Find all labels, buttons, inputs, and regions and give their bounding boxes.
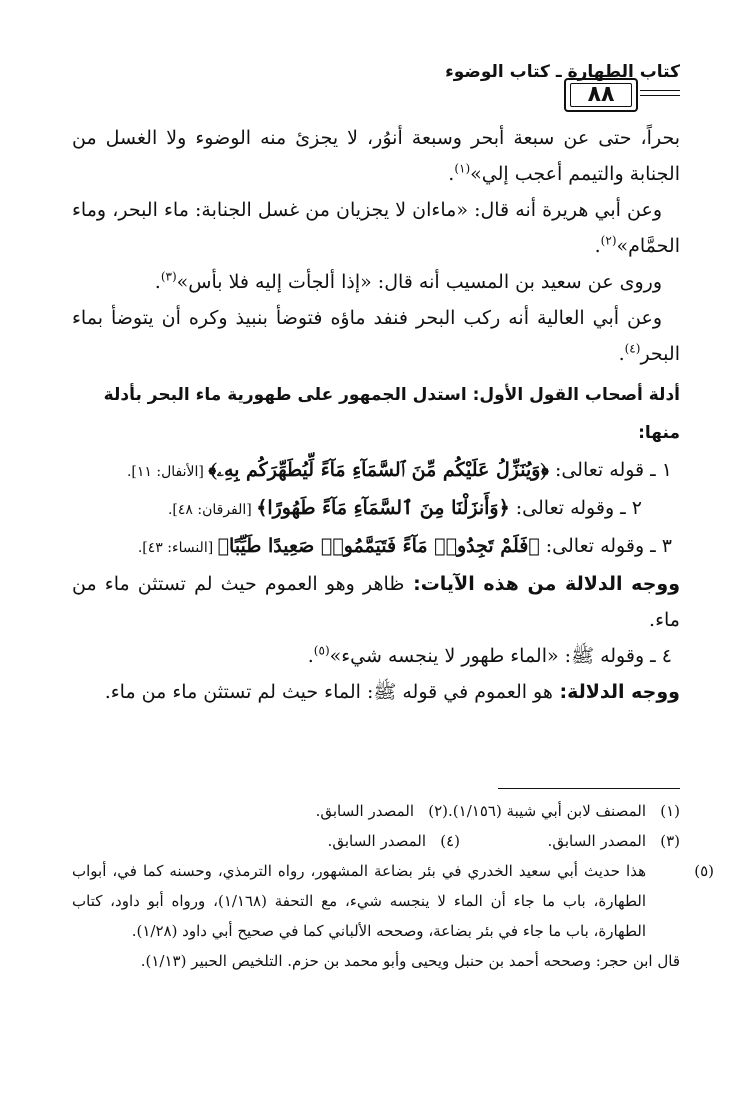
- footnote-ref-1[interactable]: (١): [454, 161, 471, 176]
- paragraph-4-text: وعن أبي العالية أنه ركب البحر فنفد ماؤه فتوضأ بنبيذ وكره أن يتوضأ بماء البحر: [72, 307, 680, 365]
- hadith-text: «الماء طهور لا ينجسه شيء»: [329, 645, 559, 667]
- evidence-2-citation: [الفرقان: ٤٨].: [167, 502, 257, 518]
- footnote-5-continuation: قال ابن حجر: وصححه أحمد بن حنبل ويحيى وأبو محمد بن حزم. التلخيص الحبير (١/١٣).: [140, 952, 680, 970]
- paragraph-1-end: .: [448, 163, 455, 185]
- evidence-item-2: [72, 490, 680, 528]
- evidence-3-lead: ٣ ـ وقوله تعالى:: [539, 535, 672, 557]
- header-rule-right-inner: [640, 95, 680, 96]
- footnote-5-number: (٥): [694, 862, 714, 880]
- evidence-3-citation: [النساء: ٤٣].: [137, 540, 218, 556]
- paragraph-1-text: بحراً، حتى عن سبعة أبحر وسبعة أنوُر، لا يجزئ منه الوضوء ولا الغسل من الجنابة والتيمم أعجب إلي»: [72, 127, 680, 185]
- footnote-ref-4[interactable]: (٤): [624, 341, 641, 356]
- footnote-3: [460, 826, 680, 856]
- inference-1-lead: ووجه الدلالة من هذه الآيات:: [404, 573, 681, 595]
- hadith-item: [72, 638, 680, 674]
- footnote-ref-2[interactable]: (٢): [600, 233, 617, 248]
- footnote-5: [72, 856, 714, 946]
- footnote-row-1: [72, 796, 680, 826]
- inference-2: [72, 674, 680, 710]
- paragraph-2-end: .: [594, 235, 601, 257]
- paragraph-3-text: وروى عن سعيد بن المسيب أنه قال: «إذا ألجأت إليه فلا بأس»: [176, 271, 662, 293]
- footnote-1-text: المصنف لابن أبي شيبة (١/١٥٦).: [448, 802, 646, 820]
- evidence-1-citation: [الأنفال: ١١].: [126, 464, 209, 480]
- paragraph-2-text: وعن أبي هريرة أنه قال: «ماءان لا يجزيان من غسل الجنابة: ماء البحر، وماء الحمَّام»: [72, 199, 680, 257]
- footnote-ref-5[interactable]: (٥): [313, 643, 330, 658]
- footnote-2-text: المصدر السابق.: [315, 802, 415, 820]
- running-title: كتاب الطهارة ـ كتاب الوضوء: [445, 62, 680, 82]
- paragraph-1: [72, 120, 680, 192]
- footnote-4: [240, 826, 460, 856]
- footnote-3-number: (٣): [660, 832, 680, 850]
- paragraph-4: [72, 300, 680, 372]
- footnote-4-text: المصدر السابق.: [327, 832, 426, 850]
- evidence-1-lead: ١ ـ قوله تعالى:: [548, 459, 672, 481]
- inference-1: [72, 566, 680, 638]
- evidence-1-verse: ﴿وَيُنَزِّلُ عَلَيْكُم مِّنَ ٱلسَّمَآءِ مَآءً لِّيُطَهِّرَكُم بِهِۦ﴾: [208, 459, 549, 481]
- footnote-separator: [498, 788, 680, 789]
- hadith-lead: ٤ ـ وقوله ﷺ:: [558, 645, 672, 667]
- footnotes: [72, 796, 714, 976]
- paragraph-3: [72, 264, 680, 300]
- footnote-4-number: (٤): [440, 832, 460, 850]
- paragraph-3-end: .: [154, 271, 161, 293]
- inference-2-lead: ووجه الدلالة:: [552, 681, 680, 703]
- evidence-3-verse: ﴿فَلَمْ تَجِدُوا۟ مَآءً فَتَيَمَّمُوا۟ صَعِيدًا طَيِّبًا﴾: [217, 535, 540, 557]
- footnote-5-text: هذا حديث أبي سعيد الخدري في بئر بضاعة المشهور، رواه الترمذي، وحسنه كما في، أبواب الطهارة، باب ما جاء أن الماء لا ينجسه شيء، مع التحفة (١/١٦٨)، ورواه أبو داود، كتاب الطهارة، باب ما جاء في بئر بضاعة، وصححه الألباني كما في صحيح أبي داود (١/٢٨).: [72, 862, 646, 940]
- inference-1-text: ظاهر وهو العموم حيث لم تستثن ماء من ماء.: [72, 573, 680, 631]
- paragraph-4-end: .: [618, 343, 625, 365]
- footnote-row-2: [72, 826, 680, 856]
- evidence-2-lead: ٢ ـ وقوله تعالى:: [509, 497, 642, 519]
- footnote-1: [448, 796, 680, 826]
- footnote-2-number: (٢): [428, 802, 449, 820]
- inference-2-text: هو العموم في قوله ﷺ: الماء حيث لم تستثن ماء من ماء.: [104, 681, 553, 703]
- section-heading: أدلة أصحاب القول الأول: استدل الجمهور على طهورية ماء البحر بأدلة منها:: [103, 385, 680, 443]
- footnote-ref-3[interactable]: (٣): [160, 269, 177, 284]
- footnote-3-text: المصدر السابق.: [547, 832, 646, 850]
- hadith-end: .: [307, 645, 314, 667]
- footnote-1-number: (١): [660, 802, 680, 820]
- main-text: [72, 120, 680, 710]
- evidence-item-1: [72, 452, 680, 490]
- page-number-text: ٨٨: [587, 82, 615, 107]
- evidence-item-3: [72, 528, 680, 566]
- footnote-2: [228, 796, 448, 826]
- evidence-2-verse: ﴿وَأَنزَلْنَا مِنَ ٱلسَّمَآءِ مَآءً طَهُورًا﴾: [256, 497, 510, 519]
- page-number: [564, 78, 638, 112]
- header-rule-right: [640, 90, 680, 91]
- paragraph-2: [72, 192, 680, 264]
